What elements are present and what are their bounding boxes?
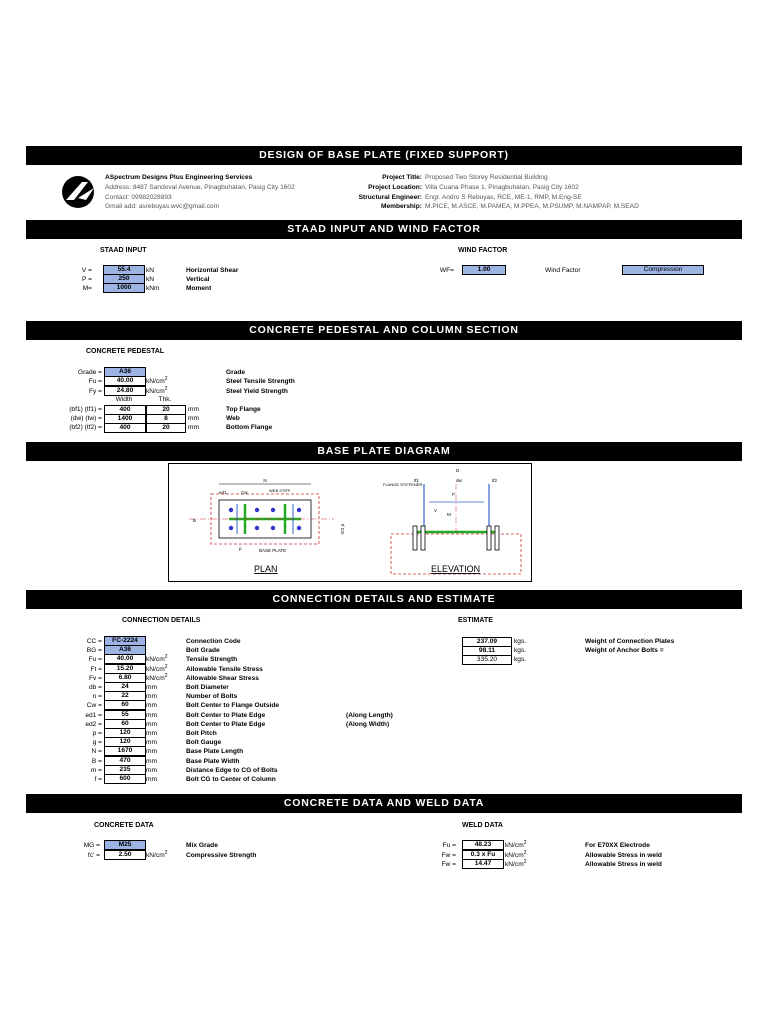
connection-desc: Number of Bolts — [186, 693, 238, 700]
connection-desc: Distance Edge to CG of Bolts — [186, 767, 278, 774]
estimate-bolts-value: 98.11 — [462, 646, 512, 656]
weld-fw-formula-unit: $kN/cm^2$ — [505, 850, 527, 859]
base-plate-diagram — [168, 463, 532, 582]
web-thk: 8 — [146, 414, 186, 424]
section-diagram-header: BASE PLATE DIAGRAM — [26, 442, 742, 461]
concrete-data-heading: CONCRETE DATA — [94, 822, 154, 829]
connection-note: (Along Width) — [346, 721, 390, 728]
mix-grade-label: MG = — [83, 842, 100, 849]
connection-desc: Bolt Diameter — [186, 684, 229, 691]
connection-label: Ft = — [90, 666, 102, 673]
fc-value: 2.50 — [104, 850, 146, 860]
connection-desc: Bolt Pitch — [186, 730, 217, 737]
grade-value-field[interactable]: A36 — [104, 367, 146, 377]
connection-value-field: 235 — [104, 765, 146, 775]
estimate-total-value: 335.20 — [462, 655, 512, 665]
connection-unit: $kN/cm^2$ — [146, 654, 168, 663]
connection-desc: Allowable Shear Stress — [186, 675, 259, 682]
plan-label-tf-cg: tf CG — [340, 524, 345, 535]
connection-desc: Connection Code — [186, 638, 241, 645]
weld-fu-desc: For E70XX Electrode — [585, 842, 650, 849]
connection-desc: Base Plate Width — [186, 758, 240, 765]
connection-label: N = — [91, 748, 102, 755]
connection-desc: Allowable Tensile Stress — [186, 666, 263, 673]
web-desc: Web — [226, 415, 240, 422]
vertical-unit: kN — [146, 276, 155, 283]
elev-label-tf1: tf1 — [414, 478, 420, 483]
shear-value-field[interactable]: 55.4 — [103, 265, 145, 275]
connection-value-field: 24 — [104, 682, 146, 692]
connection-unit: mm — [146, 776, 157, 783]
estimate-plates-value: 237.09 — [462, 637, 512, 647]
connection-desc: Tensile Strength — [186, 656, 238, 663]
elev-label-flange-stiffener: FLANGE STIFFENER — [383, 482, 423, 487]
connection-label: p = — [92, 730, 102, 737]
connection-value-field: 15.20 — [104, 664, 146, 674]
connection-unit: mm — [146, 767, 157, 774]
base-plate-drawing — [169, 464, 531, 581]
vertical-desc: Vertical — [186, 276, 210, 283]
connection-value-field: 40.00 — [104, 654, 146, 664]
project-location-label: Project Location: — [368, 184, 422, 191]
project-location-value: Villa Cuana Phase 1, Pinagbuhatan, Pasig City 1602 — [425, 184, 579, 191]
bottom-flange-thk: 20 — [146, 423, 186, 433]
company-contact: Contact: 09982028893 — [105, 194, 172, 201]
grade-desc: Grade — [226, 369, 246, 376]
top-flange-label: (bf1) (tf1) = — [69, 406, 102, 413]
connection-label: db = — [88, 684, 102, 691]
connection-value-field: 55 — [104, 710, 146, 720]
estimate-plates-unit: kgs. — [514, 638, 527, 645]
grade-label: Grade = — [77, 369, 102, 376]
connection-label: f = — [94, 776, 102, 783]
elevation-caption: ELEVATION — [431, 564, 481, 574]
elev-label-dw: dw — [456, 478, 462, 483]
connection-unit: mm — [146, 693, 157, 700]
weld-fw-value: 14.47 — [462, 859, 504, 869]
connection-label: ed1 = — [85, 712, 102, 719]
elev-label-d: D — [456, 468, 460, 473]
fu-label: Fu = — [88, 378, 102, 385]
elev-label-tf2: tf2 — [492, 478, 498, 483]
connection-label: Cw = — [86, 702, 102, 709]
connection-unit: mm — [146, 712, 157, 719]
connection-unit: mm — [146, 739, 157, 746]
section-staad-header: STAAD INPUT AND WIND FACTOR — [26, 220, 742, 239]
connection-value-field: 60 — [104, 700, 146, 710]
connection-value-field: 1670 — [104, 746, 146, 756]
wf-desc: Wind Factor — [545, 267, 581, 274]
fy-desc: Steel Yield Strength — [226, 388, 288, 395]
estimate-bolts-unit: kgs. — [514, 647, 527, 654]
connection-desc: Bolt Center to Plate Edge — [186, 712, 266, 719]
fu-value: 40.00 — [104, 376, 146, 386]
bottom-flange-label: (bf2) (tf2) = — [69, 424, 102, 431]
connection-desc: Bolt Center to Flange Outside — [186, 702, 280, 709]
fc-desc: Compressive Strength — [186, 852, 257, 859]
vertical-value-field[interactable]: 250 — [103, 274, 145, 284]
company-logo-icon — [60, 174, 100, 210]
web-width: 1400 — [104, 414, 146, 424]
fu-desc: Steel Tensile Strength — [226, 378, 295, 385]
company-email: Gmail add: asrebuyas.wvc@gmail.com — [105, 203, 220, 210]
company-address: Address: 8487 Sandoval Avenue, Pinagbuhatan, Pasig City 1602 — [105, 184, 295, 191]
plan-label-cw: Cw — [241, 490, 248, 495]
weld-fu-unit: $kN/cm^2$ — [505, 840, 527, 849]
connection-desc: Bolt Gauge — [186, 739, 222, 746]
plan-label-p: p — [239, 546, 242, 551]
weld-fu-label: Fu = — [442, 842, 456, 849]
estimate-plates-desc: Weight of Connection Plates — [585, 638, 675, 645]
concrete-pedestal-heading: CONCRETE PEDESTAL — [86, 348, 165, 355]
membership-value: M.PICE, M.ASCE, M.PAMEA, M.PPEA, M.PSUMP, M.NAMPAP, M.SEAD — [425, 203, 639, 210]
web-label: (dw) (tw) = — [70, 415, 102, 422]
connection-unit: mm — [146, 721, 157, 728]
connection-label: Fv = — [88, 675, 102, 682]
thk-column-header: Thk. — [158, 396, 172, 403]
plan-label-ed1: ed1 — [219, 490, 227, 495]
weld-fw-desc: Allowable Stress in weld — [585, 861, 662, 868]
connection-unit: mm — [146, 684, 157, 691]
connection-details-heading: CONNECTION DETAILS — [122, 617, 201, 624]
weld-fw-formula-desc: Allowable Stress in weld — [585, 852, 662, 859]
section-weld-header: CONCRETE DATA AND WELD DATA — [26, 794, 742, 813]
shear-label: V = — [81, 267, 92, 274]
moment-value-field[interactable]: 1000 — [103, 283, 145, 293]
estimate-bolts-desc: Weight of Anchor Bolts = — [585, 647, 664, 654]
company-name: ASpectrum Designs Plus Engineering Services — [105, 174, 253, 181]
wf-value-field[interactable]: 1.00 — [462, 265, 506, 275]
plan-label-b: B — [193, 518, 197, 523]
connection-unit: mm — [146, 758, 157, 765]
connection-value-field: 120 — [104, 728, 146, 738]
elev-label-v: V — [434, 508, 438, 513]
section-connection-header: CONNECTION DETAILS AND ESTIMATE — [26, 590, 742, 609]
weld-fw-unit: $kN/cm^2$ — [505, 859, 527, 868]
wf-type-select[interactable]: Compression — [622, 265, 704, 275]
connection-value-field[interactable]: FC-2224 — [104, 636, 146, 646]
mix-grade-desc: Mix Grade — [186, 842, 218, 849]
weld-fw-formula-label: Fw = — [441, 852, 456, 859]
wind-factor-heading: WIND FACTOR — [458, 247, 508, 254]
membership-label: Membership: — [380, 203, 422, 210]
fu-unit: $kN/cm^2$ — [146, 376, 168, 385]
connection-label: n = — [92, 693, 102, 700]
web-unit: mm — [188, 415, 199, 422]
estimate-total-unit: kgs. — [514, 656, 527, 663]
connection-desc: Bolt Center to Plate Edge — [186, 721, 266, 728]
connection-value-field: 6.80 — [104, 673, 146, 683]
fy-unit: $kN/cm^2$ — [146, 386, 168, 395]
connection-label: Fu = — [88, 656, 102, 663]
shear-unit: kN — [146, 267, 155, 274]
moment-desc: Moment — [186, 285, 212, 292]
connection-label: B = — [91, 758, 102, 765]
top-flange-width: 400 — [104, 405, 146, 415]
connection-value-field: 60 — [104, 719, 146, 729]
structural-engineer-value: Engr. Andro S Rebuyas, RCE, ME-1, RMP, M.Eng-SE — [425, 194, 582, 201]
plan-label-base-plate: BASE PLATE — [259, 548, 287, 553]
fy-label: Fy = — [88, 388, 102, 395]
connection-value-field: 120 — [104, 737, 146, 747]
connection-label: m = — [90, 767, 102, 774]
connection-value-field: 600 — [104, 774, 146, 784]
connection-unit: mm — [146, 730, 157, 737]
connection-desc: Bolt Grade — [186, 647, 220, 654]
connection-note: (Along Length) — [346, 712, 393, 719]
project-title-label: Project Title: — [382, 174, 422, 181]
plan-label-n: N — [263, 478, 267, 483]
connection-unit: mm — [146, 748, 157, 755]
vertical-label: P = — [82, 276, 92, 283]
fy-value: 24.80 — [104, 386, 146, 396]
fc-label: fc' = — [87, 852, 100, 859]
weld-fw-label: Fw = — [441, 861, 456, 868]
connection-label: ed2 = — [85, 721, 102, 728]
estimate-heading: ESTIMATE — [458, 617, 493, 624]
connection-label: g = — [92, 739, 102, 746]
bottom-flange-desc: Bottom Flange — [226, 424, 273, 431]
plan-label-web-stiff: WEB STIFF. — [269, 488, 291, 493]
bottom-flange-unit: mm — [188, 424, 199, 431]
shear-desc: Horizontal Shear — [186, 267, 239, 274]
wf-label: WF= — [439, 267, 454, 274]
connection-desc: Base Plate Length — [186, 748, 244, 755]
weld-data-heading: WELD DATA — [462, 822, 503, 829]
plan-caption: PLAN — [254, 564, 278, 574]
moment-label: M= — [82, 285, 92, 292]
connection-desc: Bolt CG to Center of Column — [186, 776, 276, 783]
bottom-flange-width: 400 — [104, 423, 146, 433]
elev-label-p-load: P — [452, 492, 456, 497]
fc-unit: $kN/cm^2$ — [146, 850, 168, 859]
mix-grade-field[interactable]: M25 — [104, 840, 146, 850]
elev-label-m: M — [447, 512, 451, 517]
connection-label: CC = — [86, 638, 102, 645]
top-flange-thk: 20 — [146, 405, 186, 415]
width-column-header: Width — [115, 396, 133, 403]
connection-value-field: 470 — [104, 756, 146, 766]
top-flange-unit: mm — [188, 406, 199, 413]
project-title-value: Proposed Two Storey Residential Building — [425, 174, 548, 181]
connection-unit: $kN/cm^2$ — [146, 664, 168, 673]
connection-value-field: 22 — [104, 691, 146, 701]
weld-fu-value: 48.23 — [462, 840, 504, 850]
staad-input-heading: STAAD INPUT — [100, 247, 147, 254]
structural-engineer-label: Structural Engineer: — [358, 194, 422, 201]
section-concrete-header: CONCRETE PEDESTAL AND COLUMN SECTION — [26, 321, 742, 340]
connection-unit: mm — [146, 702, 157, 709]
connection-value-field[interactable]: A36 — [104, 645, 146, 655]
connection-unit: $kN/cm^2$ — [146, 673, 168, 682]
moment-unit: kNm — [146, 285, 160, 292]
top-flange-desc: Top Flange — [226, 406, 261, 413]
page-title: DESIGN OF BASE PLATE (FIXED SUPPORT) — [26, 146, 742, 165]
connection-label: BG = — [86, 647, 102, 654]
weld-fw-formula-value: 0.3 x Fu — [462, 850, 504, 860]
